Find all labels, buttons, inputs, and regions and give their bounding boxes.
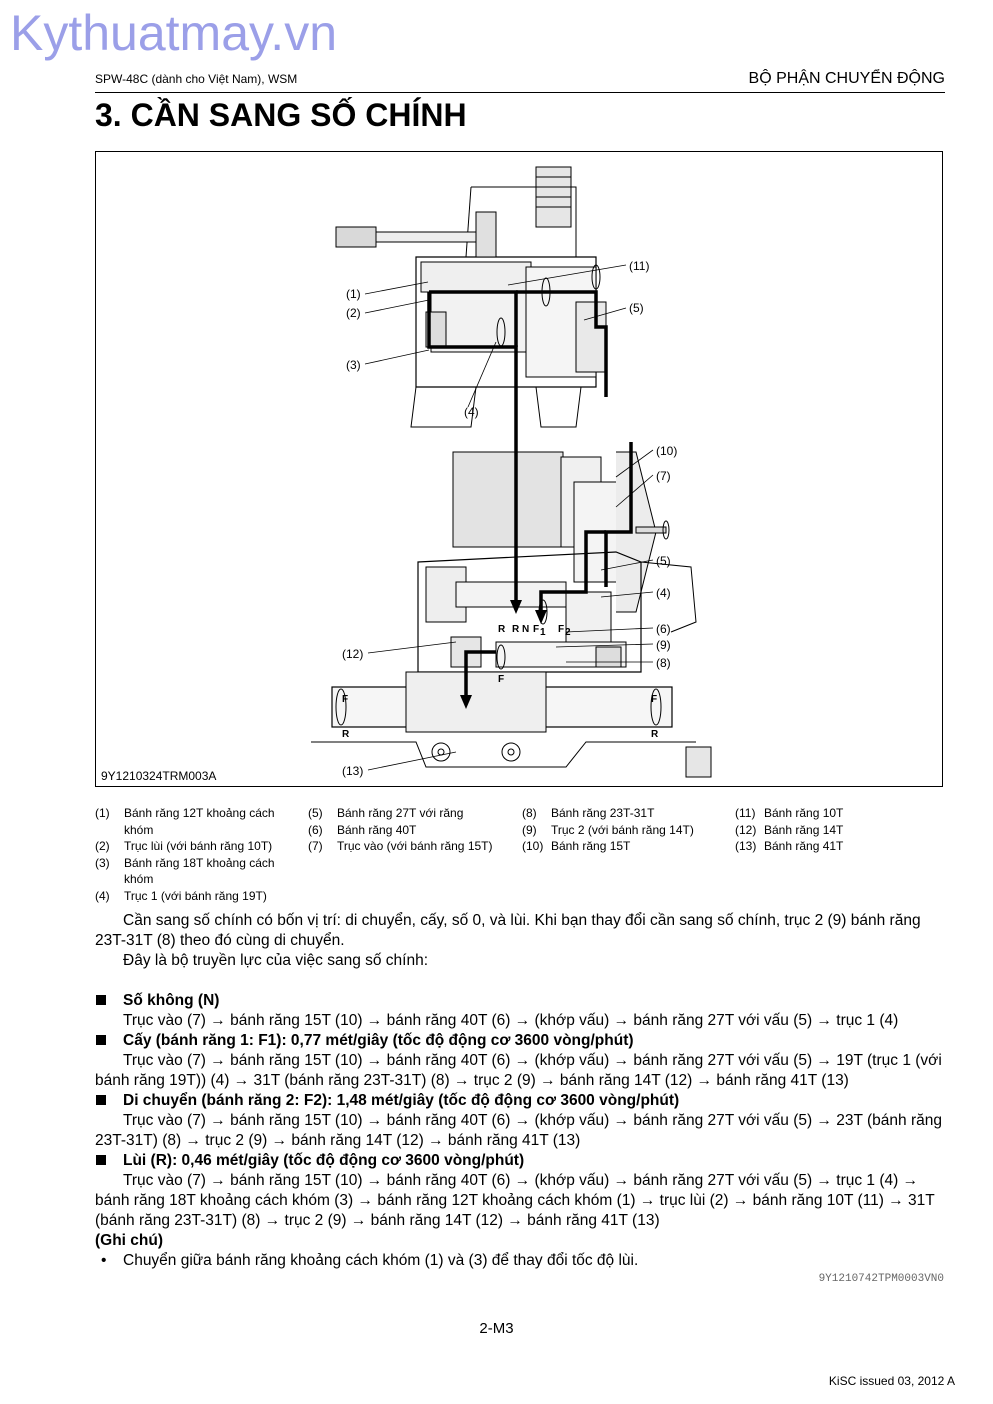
bullet-dot: • [101,1252,107,1269]
callout-9: (9) [656,638,671,652]
callout-10: (10) [656,444,678,458]
section-heading-reverse: Lùi (R): 0,46 mét/giây (tốc độ động cơ 3600 vòng/phút) [95,1151,945,1171]
legend-column-3 [522,805,737,855]
axle-label-r-right: R [651,729,659,740]
callout-5-lower: (5) [656,554,671,568]
note-text: Chuyển giữa bánh răng khoảng cách khóm (1) và (3) để thay đổi tốc độ lùi. [123,1252,639,1269]
legend-item: (6) Bánh răng 40T [308,822,417,837]
legend-item: (7) Trục vào (với bánh răng 15T) [308,839,493,853]
gear-label-r1: R [498,624,506,635]
figure-id: 9Y1210324TRM003A [101,769,217,783]
legend-item: (3) Bánh răng 18T khoảng cách khóm [95,855,275,886]
legend-item: (10) Bánh răng 15T [522,839,631,853]
legend-item: (12) Bánh răng 14T [735,822,844,837]
axle-label-f-left: F [342,694,349,705]
legend-column-2 [308,805,523,855]
legend-item: (9) Trục 2 (với bánh răng 14T) [522,822,694,837]
callout-3: (3) [346,358,361,372]
legend-item: (4) Trục 1 (với bánh răng 19T) [95,888,267,903]
section-heading-travel: Di chuyển (bánh răng 2: F2): 1,48 mét/giây (tốc độ động cơ 3600 vòng/phút) [95,1091,945,1111]
callout-11: (11) [629,259,650,273]
document-id: 9Y1210742TPM0003VN0 [818,1273,944,1285]
transmission-diagram [95,151,943,787]
axle-label-r-left: R [342,729,350,740]
section-text-planting: Trục vào (7) → bánh răng 15T (10) → bánh răng 40T (6) → (khớp vấu) → bánh răng 27T với vấu (5) → 19T (trục 1 (với bánh răng 19T)) (4) → 31T (bánh răng 23T-31T) (8) → trục 2 (9) → bánh răng 14T (12) → bánh răng 41T (13) [95,1052,942,1089]
callout-8: (8) [656,656,671,670]
legend-item: (13) Bánh răng 41T [735,839,844,853]
legend-item: (11) Bánh răng 10T [735,806,844,820]
header-manual-title: SPW-48C (dành cho Việt Nam), WSM [95,72,298,86]
intro-paragraph: Cần sang số chính có bốn vị trí: di chuyển, cấy, số 0, và lùi. Khi bạn thay đổi cần sang số chính, trục 2 (9) bánh răng 23T-31T (8) theo đó cùng di chuyển. [95,912,921,949]
axle-label-f-right: F [651,694,658,705]
note-item [95,1251,945,1271]
callout-4-upper: (4) [464,405,479,419]
intro-paragraph: Đây là bộ truyền lực của việc sang số chính: [123,952,429,969]
page-number: 2-M3 [479,1320,514,1337]
diagram-drawing [96,152,944,788]
gear-label-f-low: F [498,674,505,685]
legend-column-4 [735,805,945,855]
section-heading-neutral: Số không (N) [95,991,945,1011]
callout-4-lower: (4) [656,586,671,600]
section-text-reverse: Trục vào (7) → bánh răng 15T (10) → bánh răng 40T (6) → (khớp vấu) → bánh răng 27T với vấu (5) → trục 1 (4) → bánh răng 18T khoảng cách khóm (3) → bánh răng 12T khoảng cách khóm (1) → trục lùi (2) → bánh răng 10T (11) → 31T (bánh răng 23T-31T) (8) → trục 2 (9) → bánh răng 14T (12) → bánh răng 41T (13) [95,1172,935,1229]
section-text-neutral: Trục vào (7) → bánh răng 15T (10) → bánh răng 40T (6) → (khớp vấu) → bánh răng 27T với vấu (5) → trục 1 (4) [123,1012,899,1029]
watermark: Kythuatmay.vn [10,5,338,61]
callout-7: (7) [656,469,671,483]
gear-label-n: N [522,624,530,635]
note-heading: (Ghi chú) [95,1232,164,1249]
legend-item: (2) Trục lùi (với bánh răng 10T) [95,839,273,853]
legend-item: (8) Bánh răng 23T-31T [522,806,655,820]
legend-item: (5) Bánh răng 27T với răng [308,806,464,820]
section-heading-planting: Cấy (bánh răng 1: F1): 0,77 mét/giây (tốc độ động cơ 3600 vòng/phút) [95,1031,945,1051]
callout-2: (2) [346,306,361,320]
gear-label-f1-sub: 1 [540,627,546,638]
body-text [95,911,945,1271]
header-section-title: BỘ PHẬN CHUYỂN ĐỘNG [748,70,945,87]
gear-label-r2: R [512,624,520,635]
callout-1: (1) [346,287,361,301]
gear-label-f2-sub: 2 [565,627,571,638]
legend-item: (1) Bánh răng 12T khoảng cách khóm [95,806,275,837]
legend-column-1 [95,805,300,904]
gear-label-f1: F [533,624,540,635]
section-text-travel: Trục vào (7) → bánh răng 15T (10) → bánh răng 40T (6) → (khớp vấu) → bánh răng 27T với vấu (5) → 23T (bánh răng 23T-31T) (8) → trục 2 (9) → bánh răng 14T (12) → bánh răng 41T (13) [95,1112,942,1149]
gear-label-f2: F [558,624,565,635]
callout-12: (12) [342,647,364,661]
callout-13: (13) [342,764,364,778]
page-title: 3. CẦN SANG SỐ CHÍNH [95,97,467,133]
callout-5-upper: (5) [629,301,644,315]
issue-label: KiSC issued 03, 2012 A [828,1374,955,1388]
header-rule [95,92,945,93]
callout-6: (6) [656,622,671,636]
